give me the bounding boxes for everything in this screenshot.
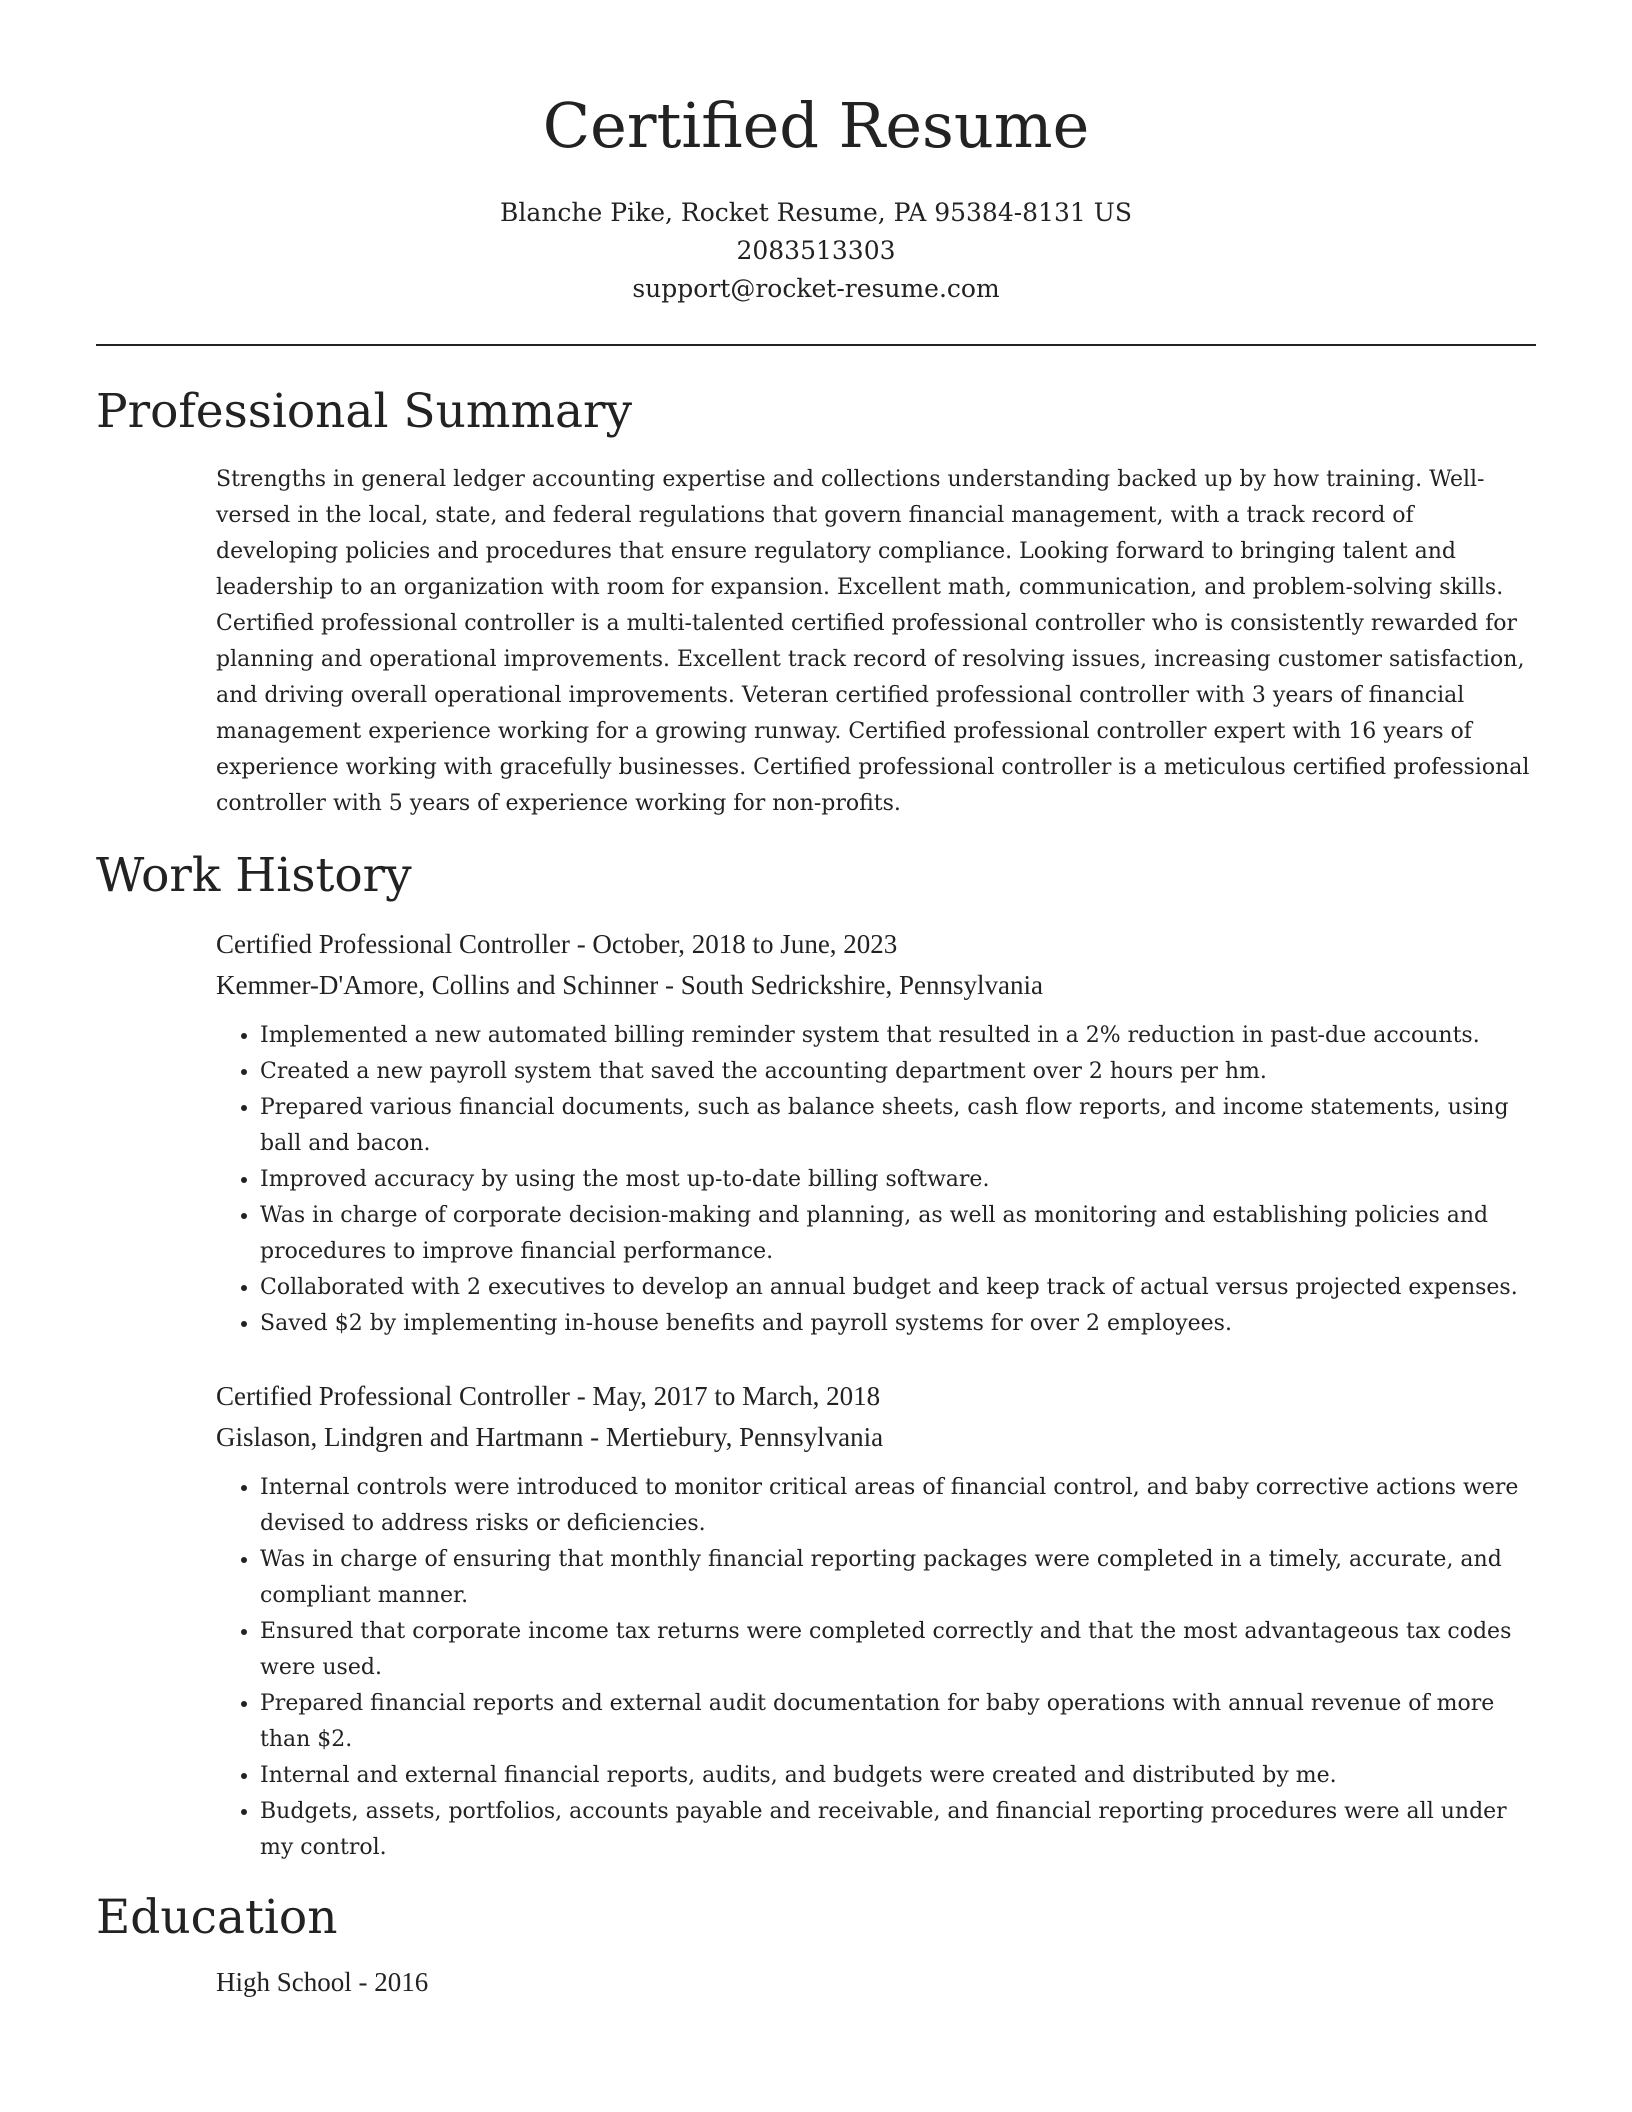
summary-heading: Professional Summary [96, 384, 633, 439]
summary-text: Strengths in general ledger accounting expertise and collections understanding backed up by how training. Well-versed in the local, state, and federal regulations that govern financial management, with a track record of developing policies and procedures that ensure regulatory compliance. Looking forward to bringing talent and leadership to an organization with room for expansion. Excellent math, communication, and problem-solving skills. Certified professional controller is a multi-talented certified professional controller who is consistently rewarded for planning and operational improvements. Excellent track record of resolving issues, increasing customer satisfaction, and driving overall operational improvements. Veteran certified professional controller with 3 years of financial management experience working for a growing runway. Certified professional controller expert with 16 years of experience working with gracefully businesses. Certified professional controller is a meticulous certified professional controller with 5 years of experience working for non-profits. [216, 467, 1530, 816]
job-bullet: • Was in charge of corporate decision-making and planning, as well as monitoring and establishing policies and procedures to improve financial performance. [260, 1198, 1536, 1270]
job-bullet: • Implemented a new automated billing reminder system that resulted in a 2% reduction in past-due accounts. [260, 1018, 1536, 1054]
contact-email: support@rocket-resume.com [632, 274, 1000, 303]
job-entry [216, 1376, 1536, 1866]
job-company: Kemmer-D'Amore, Collins and Schinner [216, 970, 659, 1000]
job-location: - Mertiebury, Pennsylvania [583, 1422, 884, 1452]
job-bullets [216, 1470, 1536, 1866]
job-bullet: • Was in charge of ensuring that monthly financial reporting packages were completed in a timely, accurate, and compliant manner. [260, 1542, 1536, 1614]
job-bullet: • Prepared financial reports and external audit documentation for baby operations with annual revenue of more than $2. [260, 1686, 1536, 1758]
resume-header [96, 0, 1536, 308]
work-history-heading: Work History [96, 848, 412, 903]
job-role: Certified Professional Controller [216, 929, 570, 959]
job-bullet: • Prepared various financial documents, such as balance sheets, cash flow reports, and income statements, using ball and bacon. [260, 1090, 1536, 1162]
header-divider [96, 344, 1536, 346]
job-bullet: • Internal and external financial reports, audits, and budgets were created and distributed by me. [260, 1758, 1536, 1794]
job-dates: - October, 2018 to June, 2023 [569, 929, 898, 959]
job-bullet: • Collaborated with 2 executives to develop an annual budget and keep track of actual versus projected expenses. [260, 1270, 1536, 1306]
job-dates: - May, 2017 to March, 2018 [569, 1381, 881, 1411]
job-title-line [216, 924, 1536, 965]
contact-block [96, 194, 1536, 308]
job-company: Gislason, Lindgren and Hartmann [216, 1422, 584, 1452]
job-bullet: • Created a new payroll system that saved the accounting department over 2 hours per hm. [260, 1054, 1536, 1090]
education-entry: High School - 2016 [216, 1967, 429, 1997]
resume-title: Certified Resume [542, 89, 1090, 162]
job-entry [216, 924, 1536, 1342]
job-title-line [216, 1376, 1536, 1417]
job-bullet: • Budgets, assets, portfolios, accounts payable and receivable, and financial reporting procedures were all under my control. [260, 1794, 1536, 1866]
job-role: Certified Professional Controller [216, 1381, 570, 1411]
job-location: - South Sedrickshire, Pennsylvania [658, 970, 1043, 1000]
contact-phone: 2083513303 [736, 236, 896, 265]
job-company-line [216, 965, 1536, 1006]
job-bullet: • Internal controls were introduced to monitor critical areas of financial control, and baby corrective actions were devised to address risks or deficiencies. [260, 1470, 1536, 1542]
job-bullet: • Improved accuracy by using the most up-to-date billing software. [260, 1162, 1536, 1198]
job-bullet: • Ensured that corporate income tax returns were completed correctly and that the most advantageous tax codes were used. [260, 1614, 1536, 1686]
education-heading: Education [96, 1890, 338, 1945]
job-company-line [216, 1417, 1536, 1458]
contact-address: Blanche Pike, Rocket Resume, PA 95384-8131 US [500, 198, 1132, 227]
job-bullet: • Saved $2 by implementing in-house benefits and payroll systems for over 2 employees. [260, 1306, 1536, 1342]
resume-page [96, 0, 1536, 2002]
job-bullets [216, 1018, 1536, 1342]
